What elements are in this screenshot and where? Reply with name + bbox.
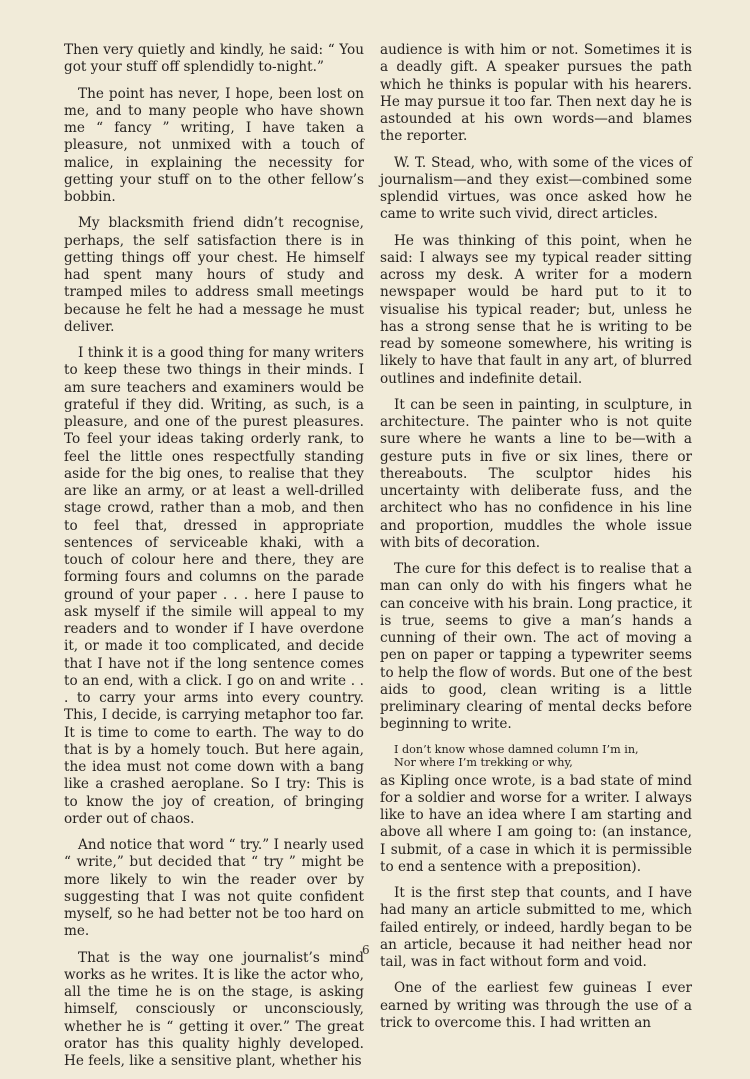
right-column — [380, 42, 692, 1041]
paragraph: audience is with him or not. Sometimes it is a deadly gift. A speaker pursues the path which he thinks is popular with his hearers. He may pursue it too far. Then next day he is astounded at his own words—and blames the reporter. — [380, 42, 692, 145]
paragraph: W. T. Stead, who, with some of the vices of journalism—and they exist—combined some splendid virtues, was once asked how he came to write such vivid, direct articles. — [380, 154, 692, 223]
paragraph: The point has never, I hope, been lost on me, and to many people who have shown me “ fancy ” writing, I have taken a pleasure, not unmixed with a touch of malice, in explaining the necessity for getting your stuff on to the other fellow’s bobbin. — [64, 85, 364, 205]
paragraph: It can be seen in painting, in sculpture, in architecture. The painter who is not quite sure where he wants a line to be—with a gesture puts in five or six lines, there or thereabouts. The sculptor hides his uncertainty with deliberate fuss, and the architect who has no confidence in his line and proportion, muddles the whole issue with bits of decoration. — [380, 396, 692, 551]
paragraph: Then very quietly and kindly, he said: “ You got your stuff off splendidly to-night.” — [64, 42, 364, 76]
paragraph: It is the first step that counts, and I have had many an article submitted to me, which failed entirely, or indeed, hardly began to be an article, because it had neither head nor tail, was in fact without form and void. — [380, 885, 692, 970]
paragraph: My blacksmith friend didn’t recognise, perhaps, the self satisfaction there is in getting things off your chest. He himself had spent many hours of study and tramped miles to address small meetings because he felt he had a message he must deliver. — [64, 215, 364, 335]
paragraph: I think it is a good thing for many writers to keep these two things in their minds. I am sure teachers and examiners would be grateful if they did. Writing, as such, is a pleasure, and one of the purest pleasures. To feel your ideas taking orderly rank, to feel the little ones respectfully standing aside for the big ones, to realise that they are like an army, or at least a well-drilled stage crowd, rather than a mob, and then to feel that, dressed in appropriate sentences of serviceable khaki, with a touch of colour here and there, they are forming fours and columns on the parade ground of your paper . . . here I pause to ask myself if the simile will appeal to my readers and to wonder if I have overdone it, or made it too complicated, and decide that I have not if the long sentence comes to an end, with a click. I go on and write . . . to carry your arms into every country. This, I decide, is carrying metaphor too far. It is time to come to earth. The way to do that is by a homely touch. But here again, the idea must not come down with a bang like a crashed aeroplane. So I try: This is to know the joy of creation, of bringing order out of chaos. — [64, 345, 364, 827]
paragraph: And notice that word “ try.” I nearly used “ write,” but decided that “ try ” might be more likely to win the reader over by suggesting that I was not quite confident myself, so he had better not be too hard on me. — [64, 837, 364, 940]
paragraph: as Kipling once wrote, is a bad state of mind for a soldier and worse for a writer. I always like to have an idea where I am starting and above all where I am going to: (an instance, I submit, of a case in which it is permissible to end a sentence with a preposition). — [380, 772, 692, 875]
page-number: 6 — [362, 943, 370, 957]
paragraph: He was thinking of this point, when he said: I always see my typical reader sitting across my desk. A writer for a modern newspaper would be hard put to it to visualise his typical reader; but, unless he has a strong sense that he is writing to be read by someone somewhere, his writing is likely to have that fault in any art, of blurred outlines and indefinite detail. — [380, 232, 692, 387]
paragraph: That is the way one journalist’s mind works as he writes. It is like the actor who, all the time he is on the stage, is asking himself, consciously or unconsciously, whether he is “ getting it over.” The great orator has this quality highly developed. He feels, like a sensitive plant, whether his — [64, 949, 364, 1069]
verse-line: Nor where I’m trekking or why, — [394, 756, 573, 769]
left-column — [64, 42, 364, 1079]
paragraph: The cure for this defect is to realise that a man can only do with his fingers what he can conceive with his brain. Long practice, it is true, seems to give a man’s hands a cunning of their own. The act of moving a pen on paper or tapping a typewriter seems to help the flow of words. But one of the best aids to good, clean writing is a little preliminary clearing of mental decks before beginning to write. — [380, 561, 692, 733]
paragraph: One of the earliest few guineas I ever earned by writing was through the use of a trick to overcome this. I had written an — [380, 980, 692, 1031]
verse-line: I don’t know whose damned column I’m in, — [394, 742, 639, 756]
verse-quote — [380, 743, 692, 770]
